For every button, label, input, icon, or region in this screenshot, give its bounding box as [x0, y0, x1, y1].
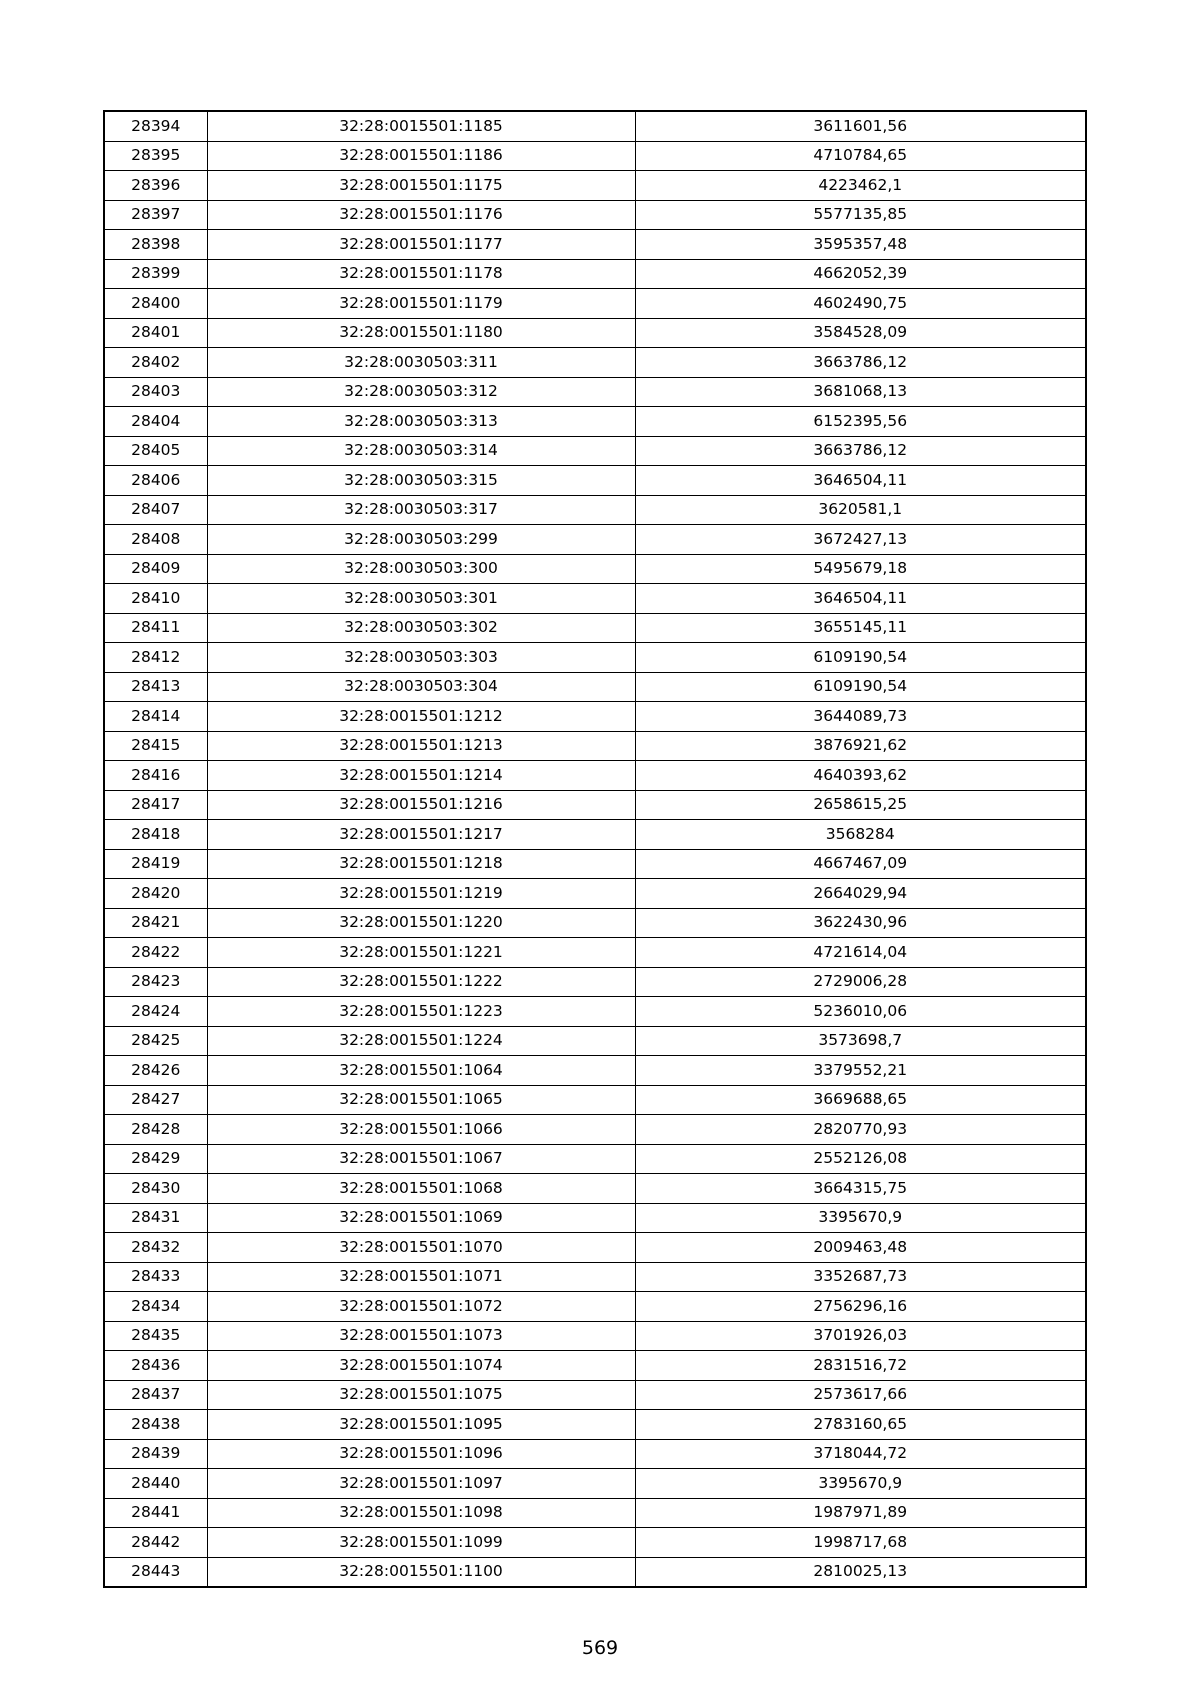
cadastral-number-cell: 32:28:0015501:1224 [207, 1026, 635, 1056]
row-number-cell: 28419 [104, 849, 207, 879]
cadastral-number-cell: 32:28:0015501:1216 [207, 790, 635, 820]
value-cell: 5577135,85 [635, 200, 1086, 230]
table-row [104, 200, 1086, 230]
cadastral-number-cell: 32:28:0015501:1218 [207, 849, 635, 879]
value-cell: 3395670,9 [635, 1469, 1086, 1499]
row-number-cell: 28435 [104, 1321, 207, 1351]
table-row [104, 1174, 1086, 1204]
row-number-cell: 28418 [104, 820, 207, 850]
table-row [104, 1557, 1086, 1587]
table-row [104, 731, 1086, 761]
value-cell: 3595357,48 [635, 230, 1086, 260]
cadastral-number-cell: 32:28:0015501:1223 [207, 997, 635, 1027]
table-row [104, 466, 1086, 496]
value-cell: 2820770,93 [635, 1115, 1086, 1145]
value-cell: 3584528,09 [635, 318, 1086, 348]
cadastral-number-cell: 32:28:0015501:1175 [207, 171, 635, 201]
row-number-cell: 28439 [104, 1439, 207, 1469]
cadastral-number-cell: 32:28:0015501:1222 [207, 967, 635, 997]
row-number-cell: 28409 [104, 554, 207, 584]
cadastral-number-cell: 32:28:0015501:1176 [207, 200, 635, 230]
cadastral-number-cell: 32:28:0030503:302 [207, 613, 635, 643]
value-cell: 3681068,13 [635, 377, 1086, 407]
table-row [104, 259, 1086, 289]
row-number-cell: 28400 [104, 289, 207, 319]
cadastral-number-cell: 32:28:0015501:1217 [207, 820, 635, 850]
table-row [104, 790, 1086, 820]
cadastral-number-cell: 32:28:0030503:301 [207, 584, 635, 614]
value-cell: 3718044,72 [635, 1439, 1086, 1469]
row-number-cell: 28428 [104, 1115, 207, 1145]
table-row [104, 289, 1086, 319]
cadastral-number-cell: 32:28:0015501:1072 [207, 1292, 635, 1322]
cadastral-number-cell: 32:28:0015501:1098 [207, 1498, 635, 1528]
table-row [104, 1439, 1086, 1469]
cadastral-number-cell: 32:28:0015501:1065 [207, 1085, 635, 1115]
cadastral-number-cell: 32:28:0015501:1219 [207, 879, 635, 909]
cadastral-number-cell: 32:28:0015501:1178 [207, 259, 635, 289]
row-number-cell: 28424 [104, 997, 207, 1027]
value-cell: 4602490,75 [635, 289, 1086, 319]
row-number-cell: 28395 [104, 141, 207, 171]
table-row [104, 908, 1086, 938]
value-cell: 3620581,1 [635, 495, 1086, 525]
value-cell: 3568284 [635, 820, 1086, 850]
value-cell: 3646504,11 [635, 584, 1086, 614]
value-cell: 3655145,11 [635, 613, 1086, 643]
row-number-cell: 28401 [104, 318, 207, 348]
row-number-cell: 28422 [104, 938, 207, 968]
cadastral-number-cell: 32:28:0015501:1220 [207, 908, 635, 938]
cadastral-number-cell: 32:28:0015501:1067 [207, 1144, 635, 1174]
cadastral-number-cell: 32:28:0015501:1099 [207, 1528, 635, 1558]
cadastral-number-cell: 32:28:0015501:1068 [207, 1174, 635, 1204]
value-cell: 4721614,04 [635, 938, 1086, 968]
table-row [104, 436, 1086, 466]
table-row [104, 879, 1086, 909]
cadastral-number-cell: 32:28:0030503:314 [207, 436, 635, 466]
table-row [104, 967, 1086, 997]
table-row [104, 1292, 1086, 1322]
value-cell: 3352687,73 [635, 1262, 1086, 1292]
table-row [104, 1026, 1086, 1056]
table-row [104, 702, 1086, 732]
row-number-cell: 28426 [104, 1056, 207, 1086]
value-cell: 4662052,39 [635, 259, 1086, 289]
value-cell: 3701926,03 [635, 1321, 1086, 1351]
row-number-cell: 28421 [104, 908, 207, 938]
row-number-cell: 28405 [104, 436, 207, 466]
row-number-cell: 28427 [104, 1085, 207, 1115]
value-cell: 2783160,65 [635, 1410, 1086, 1440]
table-row [104, 1233, 1086, 1263]
row-number-cell: 28417 [104, 790, 207, 820]
cadastral-number-cell: 32:28:0030503:313 [207, 407, 635, 437]
table-row [104, 1528, 1086, 1558]
row-number-cell: 28416 [104, 761, 207, 791]
table-row [104, 1498, 1086, 1528]
cadastral-number-cell: 32:28:0015501:1066 [207, 1115, 635, 1145]
value-cell: 4640393,62 [635, 761, 1086, 791]
cadastral-number-cell: 32:28:0015501:1221 [207, 938, 635, 968]
cadastral-number-cell: 32:28:0015501:1177 [207, 230, 635, 260]
value-cell: 4710784,65 [635, 141, 1086, 171]
table-row [104, 761, 1086, 791]
table-row [104, 525, 1086, 555]
page-number: 569 [581, 1637, 619, 1659]
table-row [104, 849, 1086, 879]
value-cell: 3573698,7 [635, 1026, 1086, 1056]
table-row [104, 377, 1086, 407]
table-row [104, 1144, 1086, 1174]
row-number-cell: 28408 [104, 525, 207, 555]
cadastral-number-cell: 32:28:0015501:1179 [207, 289, 635, 319]
row-number-cell: 28431 [104, 1203, 207, 1233]
table-row [104, 1380, 1086, 1410]
value-cell: 5236010,06 [635, 997, 1086, 1027]
value-cell: 3664315,75 [635, 1174, 1086, 1204]
row-number-cell: 28398 [104, 230, 207, 260]
table-row [104, 1410, 1086, 1440]
row-number-cell: 28423 [104, 967, 207, 997]
table-row [104, 1085, 1086, 1115]
value-cell: 3395670,9 [635, 1203, 1086, 1233]
value-cell: 3876921,62 [635, 731, 1086, 761]
value-cell: 6152395,56 [635, 407, 1086, 437]
cadastral-number-cell: 32:28:0015501:1100 [207, 1557, 635, 1587]
cadastral-number-cell: 32:28:0030503:303 [207, 643, 635, 673]
row-number-cell: 28437 [104, 1380, 207, 1410]
table-row [104, 554, 1086, 584]
row-number-cell: 28411 [104, 613, 207, 643]
row-number-cell: 28415 [104, 731, 207, 761]
row-number-cell: 28430 [104, 1174, 207, 1204]
cadastral-number-cell: 32:28:0015501:1073 [207, 1321, 635, 1351]
cadastral-number-cell: 32:28:0015501:1074 [207, 1351, 635, 1381]
value-cell: 2573617,66 [635, 1380, 1086, 1410]
value-cell: 6109190,54 [635, 643, 1086, 673]
value-cell: 2664029,94 [635, 879, 1086, 909]
table-row [104, 1115, 1086, 1145]
cadastral-number-cell: 32:28:0030503:299 [207, 525, 635, 555]
cadastral-number-cell: 32:28:0015501:1212 [207, 702, 635, 732]
data-table [103, 110, 1087, 1588]
value-cell: 2552126,08 [635, 1144, 1086, 1174]
cadastral-number-cell: 32:28:0030503:311 [207, 348, 635, 378]
row-number-cell: 28394 [104, 111, 207, 141]
row-number-cell: 28440 [104, 1469, 207, 1499]
cadastral-number-cell: 32:28:0015501:1185 [207, 111, 635, 141]
value-cell: 4667467,09 [635, 849, 1086, 879]
table-row [104, 1469, 1086, 1499]
row-number-cell: 28410 [104, 584, 207, 614]
value-cell: 1987971,89 [635, 1498, 1086, 1528]
value-cell: 2009463,48 [635, 1233, 1086, 1263]
value-cell: 3672427,13 [635, 525, 1086, 555]
row-number-cell: 28441 [104, 1498, 207, 1528]
row-number-cell: 28434 [104, 1292, 207, 1322]
row-number-cell: 28397 [104, 200, 207, 230]
row-number-cell: 28432 [104, 1233, 207, 1263]
row-number-cell: 28425 [104, 1026, 207, 1056]
value-cell: 2756296,16 [635, 1292, 1086, 1322]
value-cell: 3646504,11 [635, 466, 1086, 496]
table-row [104, 584, 1086, 614]
table-row [104, 111, 1086, 141]
row-number-cell: 28404 [104, 407, 207, 437]
cadastral-number-cell: 32:28:0015501:1075 [207, 1380, 635, 1410]
row-number-cell: 28429 [104, 1144, 207, 1174]
table-row [104, 1321, 1086, 1351]
table-row [104, 613, 1086, 643]
table-row [104, 820, 1086, 850]
table-row [104, 1351, 1086, 1381]
value-cell: 3663786,12 [635, 436, 1086, 466]
cadastral-number-cell: 32:28:0015501:1186 [207, 141, 635, 171]
value-cell: 1998717,68 [635, 1528, 1086, 1558]
value-cell: 5495679,18 [635, 554, 1086, 584]
table-row [104, 938, 1086, 968]
cadastral-number-cell: 32:28:0015501:1180 [207, 318, 635, 348]
cadastral-number-cell: 32:28:0015501:1097 [207, 1469, 635, 1499]
row-number-cell: 28433 [104, 1262, 207, 1292]
cadastral-number-cell: 32:28:0030503:317 [207, 495, 635, 525]
row-number-cell: 28403 [104, 377, 207, 407]
row-number-cell: 28413 [104, 672, 207, 702]
row-number-cell: 28436 [104, 1351, 207, 1381]
row-number-cell: 28442 [104, 1528, 207, 1558]
row-number-cell: 28443 [104, 1557, 207, 1587]
table-row [104, 171, 1086, 201]
cadastral-number-cell: 32:28:0015501:1069 [207, 1203, 635, 1233]
table-row [104, 318, 1086, 348]
value-cell: 2729006,28 [635, 967, 1086, 997]
table-row [104, 230, 1086, 260]
cadastral-number-cell: 32:28:0030503:315 [207, 466, 635, 496]
row-number-cell: 28402 [104, 348, 207, 378]
value-cell: 3622430,96 [635, 908, 1086, 938]
cadastral-number-cell: 32:28:0015501:1213 [207, 731, 635, 761]
value-cell: 3669688,65 [635, 1085, 1086, 1115]
table-row [104, 495, 1086, 525]
table-body [104, 111, 1086, 1587]
row-number-cell: 28414 [104, 702, 207, 732]
cadastral-number-cell: 32:28:0030503:304 [207, 672, 635, 702]
cadastral-number-cell: 32:28:0015501:1214 [207, 761, 635, 791]
value-cell: 3644089,73 [635, 702, 1086, 732]
row-number-cell: 28438 [104, 1410, 207, 1440]
table-row [104, 407, 1086, 437]
value-cell: 3663786,12 [635, 348, 1086, 378]
value-cell: 3379552,21 [635, 1056, 1086, 1086]
table-row [104, 1203, 1086, 1233]
cadastral-number-cell: 32:28:0015501:1064 [207, 1056, 635, 1086]
table-row [104, 348, 1086, 378]
table-row [104, 141, 1086, 171]
row-number-cell: 28399 [104, 259, 207, 289]
cadastral-number-cell: 32:28:0015501:1071 [207, 1262, 635, 1292]
value-cell: 3611601,56 [635, 111, 1086, 141]
cadastral-number-cell: 32:28:0015501:1095 [207, 1410, 635, 1440]
table-row [104, 643, 1086, 673]
row-number-cell: 28407 [104, 495, 207, 525]
table-row [104, 997, 1086, 1027]
row-number-cell: 28412 [104, 643, 207, 673]
table-row [104, 1262, 1086, 1292]
table-row [104, 1056, 1086, 1086]
value-cell: 2658615,25 [635, 790, 1086, 820]
value-cell: 2831516,72 [635, 1351, 1086, 1381]
row-number-cell: 28406 [104, 466, 207, 496]
value-cell: 6109190,54 [635, 672, 1086, 702]
value-cell: 2810025,13 [635, 1557, 1086, 1587]
table-row [104, 672, 1086, 702]
value-cell: 4223462,1 [635, 171, 1086, 201]
cadastral-number-cell: 32:28:0015501:1096 [207, 1439, 635, 1469]
row-number-cell: 28396 [104, 171, 207, 201]
cadastral-number-cell: 32:28:0015501:1070 [207, 1233, 635, 1263]
row-number-cell: 28420 [104, 879, 207, 909]
cadastral-number-cell: 32:28:0030503:312 [207, 377, 635, 407]
cadastral-number-cell: 32:28:0030503:300 [207, 554, 635, 584]
